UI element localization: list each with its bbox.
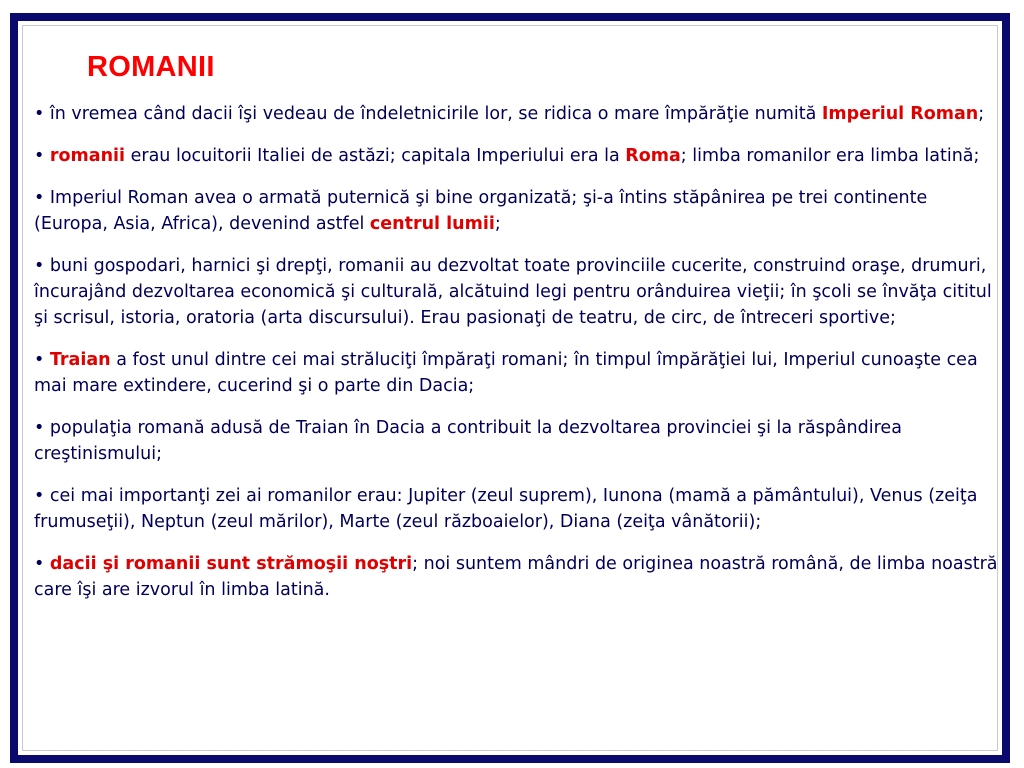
slide-frame [10,13,1010,763]
bullet-item [34,415,1004,467]
bullet-item [34,483,1004,535]
bullet-text: erau locuitorii Italiei de astăzi; capitala Imperiului era la [125,146,626,166]
bullet-text: ; [978,104,985,124]
bullet-marker: • [34,104,45,124]
highlight-imperiul-roman: Imperiul Roman [821,104,979,124]
bullet-text: ; [494,214,501,234]
bullet-item [34,253,1004,331]
bullet-marker: • [34,418,45,438]
highlight-stramosii: dacii şi romanii sunt strămoşii noştri [49,554,413,574]
highlight-centrul-lumii: centrul lumii [369,214,495,234]
bullet-text: ; limba romanilor era limba latină; [680,146,980,166]
bullet-marker: • [34,486,45,506]
highlight-romanii: romanii [49,146,126,166]
bullet-text: cei mai importanţi zei ai romanilor erau: Jupiter (zeul suprem), Iunona (mamă a pământului), Venus (zeiţa frumuseţii), Neptun (zeul mărilor), Marte (zeul războaielor), Diana (zeiţa vânătorii); [34,486,978,532]
highlight-roma: Roma [625,146,681,166]
slide-title: ROMANII [87,51,215,83]
bullet-text: în vremea când dacii îşi vedeau de îndeletnicirile lor, se ridica o mare împărăţie numită [44,104,822,124]
bullet-item [34,551,1004,603]
highlight-traian: Traian [49,350,111,370]
bullet-item [34,347,1004,399]
bullet-list [34,101,1004,619]
bullet-text: buni gospodari, harnici şi drepţi, romanii au dezvoltat toate provinciile cucerite, construind oraşe, drumuri, încurajând dezvoltarea economică şi culturală, alcătuind legi pentru orânduirea vieţii; în şcoli se învăţa cititul şi scrisul, istoria, oratoria (arta discursului). Erau pasionaţi de teatru, de circ, de întreceri sportive; [34,256,992,328]
bullet-marker: • [34,554,45,574]
bullet-text: Imperiul Roman avea o armată puternică şi bine organizată; şi-a întins stăpânirea pe trei continente (Europa, Asia, Africa), devenind astfel [34,188,928,234]
bullet-marker: • [34,350,45,370]
bullet-text: a fost unul dintre cei mai străluciţi împăraţi romani; în timpul împărăţiei lui, Imperiul cunoaşte cea mai mare extindere, cucerind şi o parte din Dacia; [34,350,978,396]
bullet-item [34,101,1004,127]
bullet-marker: • [34,146,45,166]
bullet-text: ; noi suntem mândri de originea noastră română, de limba noastră care îşi are izvorul în limba latină. [34,554,998,600]
bullet-marker: • [34,188,45,208]
bullet-marker: • [34,256,45,276]
bullet-text: populaţia romană adusă de Traian în Dacia a contribuit la dezvoltarea provinciei şi la răspândirea creştinismului; [34,418,902,464]
bullet-item [34,185,1004,237]
bullet-item [34,143,1004,169]
